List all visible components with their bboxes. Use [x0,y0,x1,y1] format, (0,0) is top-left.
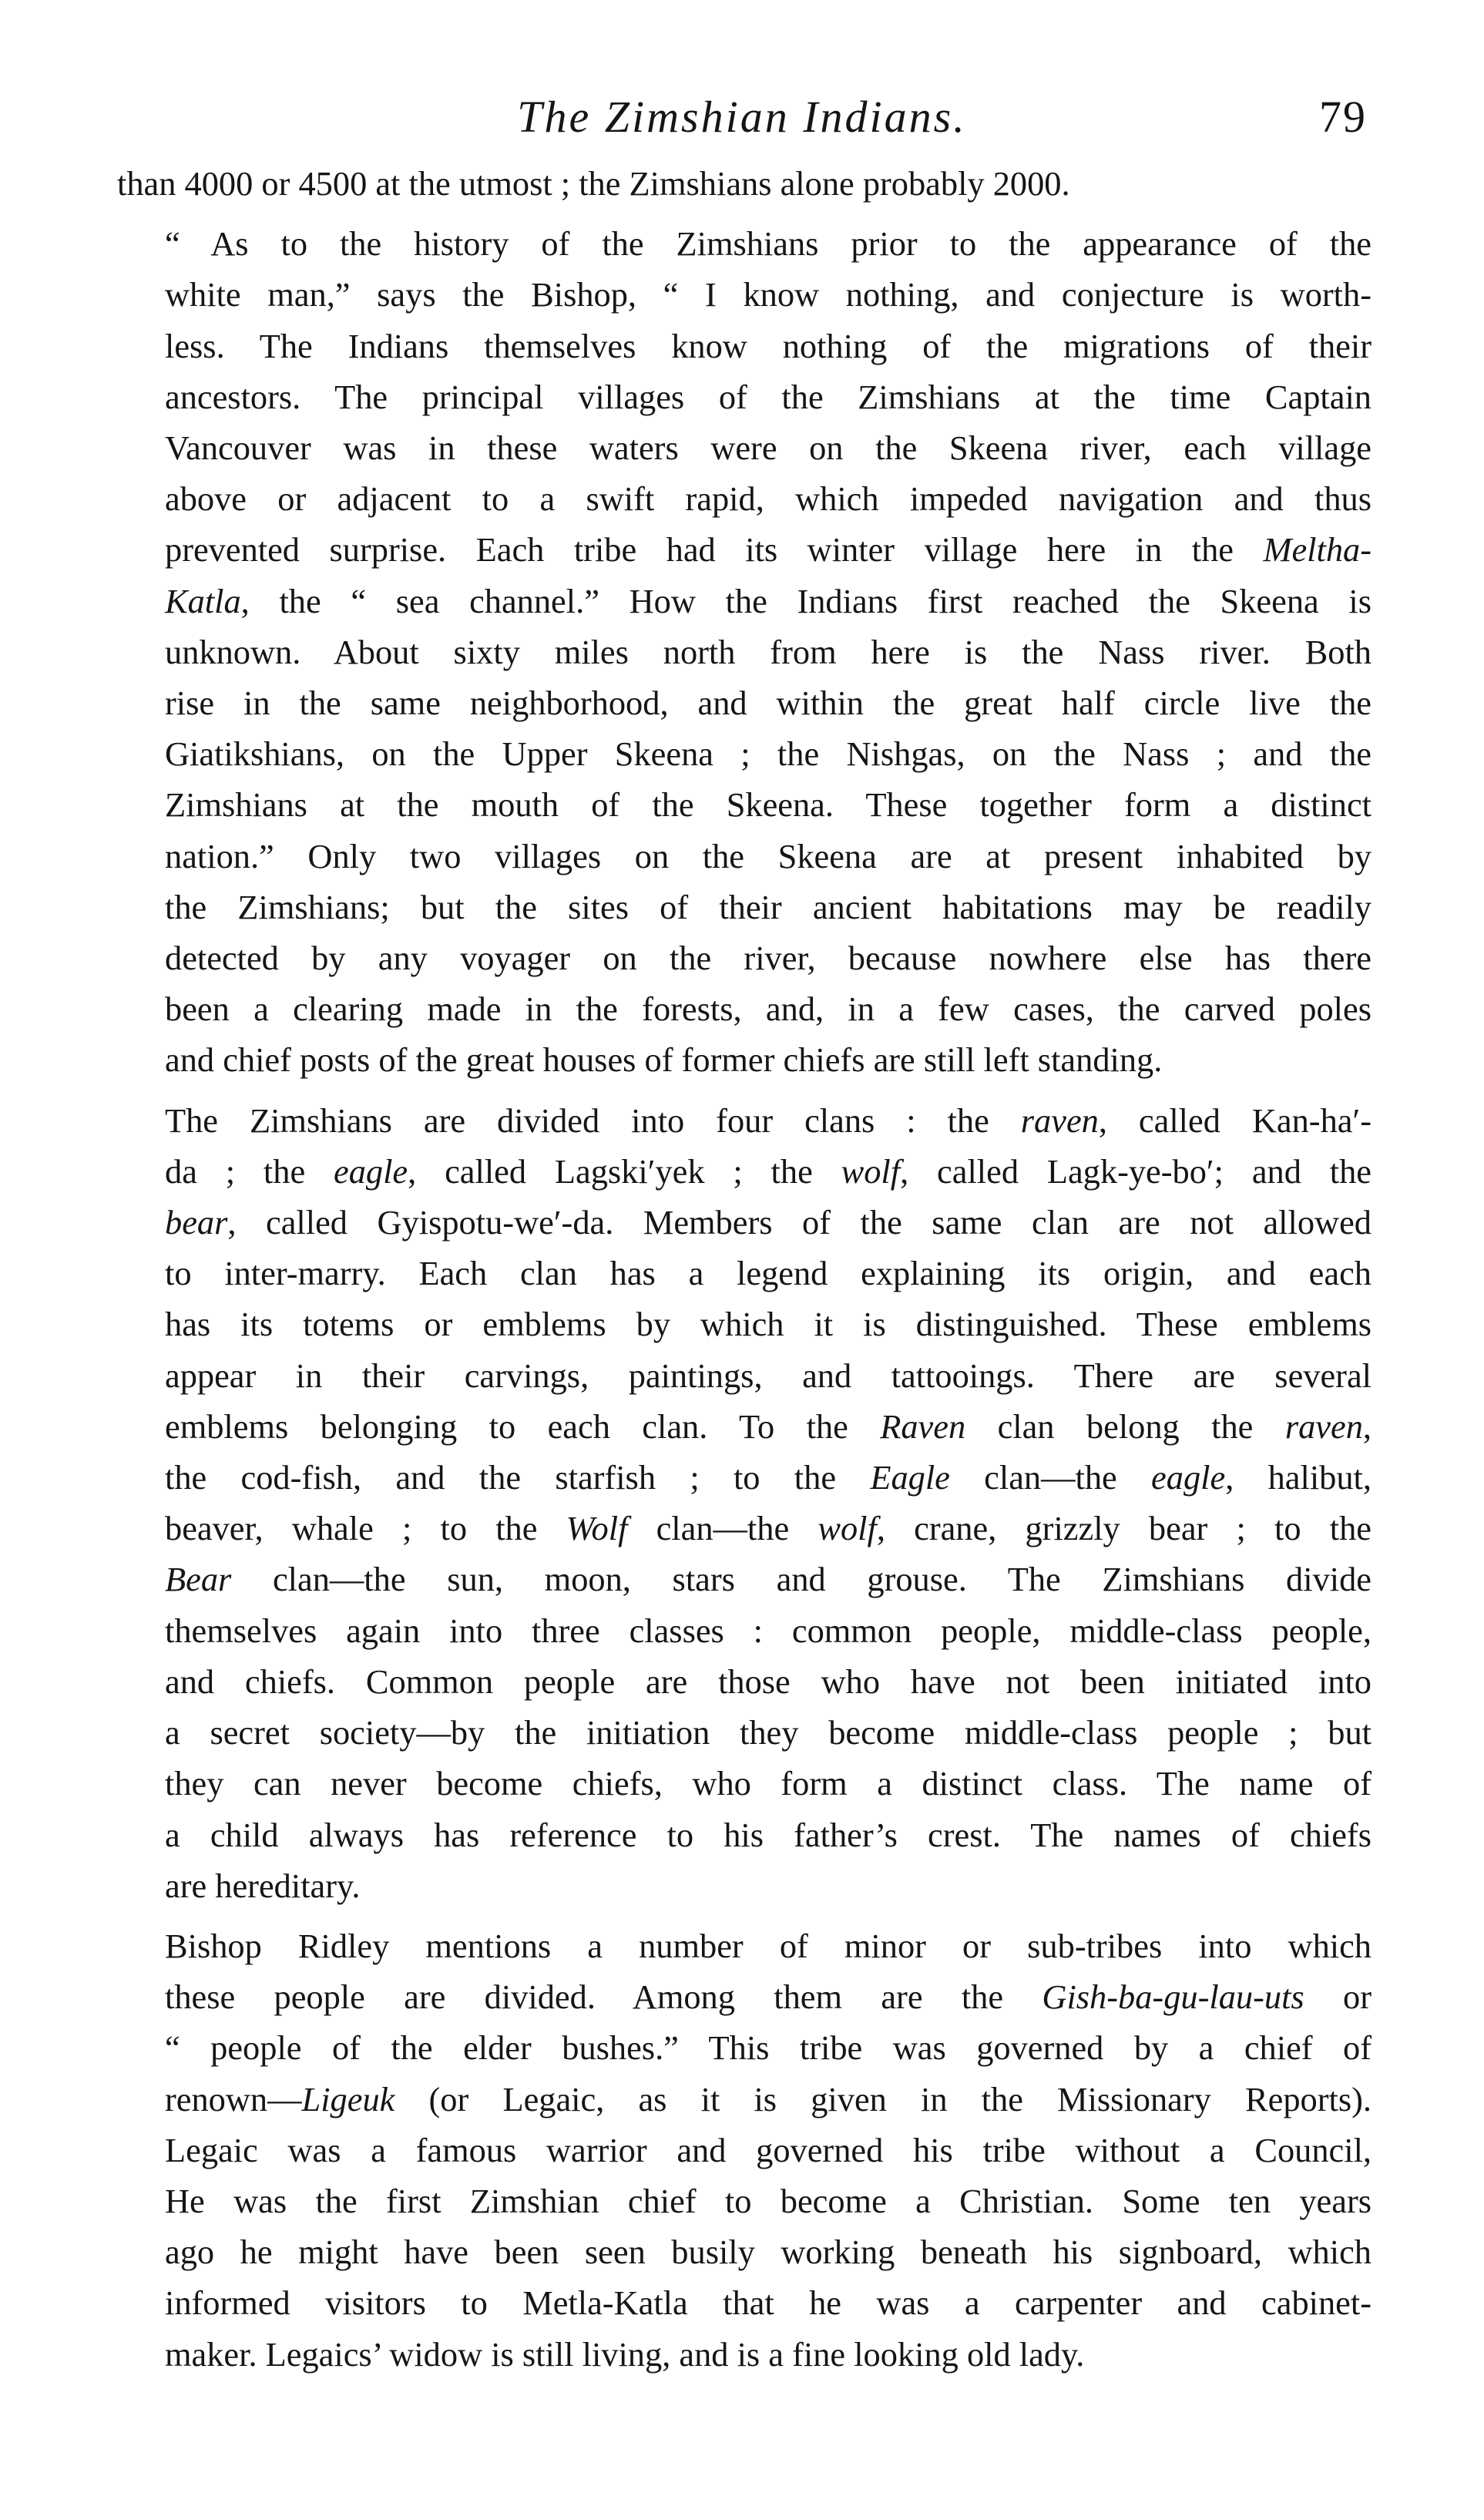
text-line: the cod-fish, and the starfish ; to the Eagle clan—the eagle, halibut, [165,1458,1372,1497]
text-line: detected by any voyager on the river, because nowhere else has there [165,939,1372,978]
text-line: ago he might have been seen busily working beneath his signboard, which [165,2233,1372,2272]
text-line: less. The Indians themselves know nothing of the migrations of their [165,326,1372,365]
text-line: “ people of the elder bushes.” This tribe was governed by a chief of [165,2028,1372,2068]
text-line: are hereditary. [165,1866,361,1905]
text-line: prevented surprise. Each tribe had its winter village here in the Meltha- [165,530,1372,570]
text-line: to inter-marry. Each clan has a legend explaining its origin, and each [165,1254,1372,1293]
text-line: themselves again into three classes : common people, middle-class people, [165,1611,1372,1650]
text-line: ancestors. The principal villages of the Zimshians at the time Captain [165,377,1372,416]
text-line: nation.” Only two villages on the Skeena are at present inhabited by [165,836,1372,875]
text-line: a child always has reference to his father’s crest. The names of chiefs [165,1815,1372,1854]
body-text [117,158,1372,2380]
paragraph [117,158,1372,209]
text-line: bear, called Gyispotu-we′-da. Members of the same clan are not allowed [165,1203,1372,1242]
paragraph [117,218,1372,1085]
text-line: beaver, whale ; to the Wolf clan—the wolf, crane, grizzly bear ; to the [165,1509,1372,1548]
text-line: Katla, the “ sea channel.” How the Indians first reached the Skeena is [165,581,1372,620]
text-line: than 4000 or 4500 at the utmost ; the Zimshians alone probably 2000. [117,164,1070,203]
running-title: The Zimshian Indians. [517,92,967,142]
text-line: Vancouver was in these waters were on the Skeena river, each village [165,428,1372,468]
running-head [0,91,1484,153]
text-line: Giatikshians, on the Upper Skeena ; the Nishgas, on the Nass ; and the [165,734,1372,774]
text-line: white man,” says the Bishop, “ I know nothing, and conjecture is worth- [165,275,1372,314]
text-line: and chief posts of the great houses of former chiefs are still left standing. [165,1040,1163,1080]
text-line: has its totems or emblems by which it is distinguished. These emblems [165,1305,1372,1344]
text-line: maker. Legaics’ widow is still living, and is a fine looking old lady. [165,2334,1085,2374]
paragraph [117,1920,1372,2380]
text-line: He was the first Zimshian chief to become a Christian. Some ten years [165,2181,1372,2220]
text-line: renown—Ligeuk (or Legaic, as it is given in the Missionary Reports). [165,2079,1372,2118]
text-line: appear in their carvings, paintings, and tattooings. There are several [165,1356,1372,1395]
paragraph [117,1095,1372,1911]
text-line: above or adjacent to a swift rapid, which impeded navigation and thus [165,479,1372,519]
text-line: Bear clan—the sun, moon, stars and grouse. The Zimshians divide [165,1560,1372,1599]
text-line: Legaic was a famous warrior and governed his tribe without a Council, [165,2130,1372,2169]
text-line: Bishop Ridley mentions a number of minor or sub-tribes into which [165,1926,1372,1965]
text-line: Zimshians at the mouth of the Skeena. These together form a distinct [165,785,1372,825]
text-line: da ; the eagle, called Lagski′yek ; the wolf, called Lagk-ye-bo′; and the [165,1151,1372,1191]
text-line: informed visitors to Metla-Katla that he was a carpenter and cabinet- [165,2283,1372,2323]
text-line: and chiefs. Common people are those who have not been initiated into [165,1662,1372,1701]
text-line: been a clearing made in the forests, and, in a few cases, the carved poles [165,990,1372,1029]
text-line: unknown. About sixty miles north from here is the Nass river. Both [165,632,1372,671]
text-line: rise in the same neighborhood, and within the great half circle live the [165,684,1372,723]
text-line: the Zimshians; but the sites of their ancient habitations may be readily [165,887,1372,926]
text-line: they can never become chiefs, who form a distinct class. The name of [165,1764,1372,1803]
text-line: “ As to the history of the Zimshians prior to the appearance of the [165,224,1372,264]
page-number: 79 [1319,92,1367,142]
text-line: emblems belonging to each clan. To the Raven clan belong the raven, [165,1406,1372,1446]
text-line: these people are divided. Among them are the Gish-ba-gu-lau-uts or [165,1977,1372,2017]
text-line: a secret society—by the initiation they become middle-class people ; but [165,1713,1372,1752]
text-line: The Zimshians are divided into four clans : the raven, called Kan-ha′- [165,1100,1372,1140]
